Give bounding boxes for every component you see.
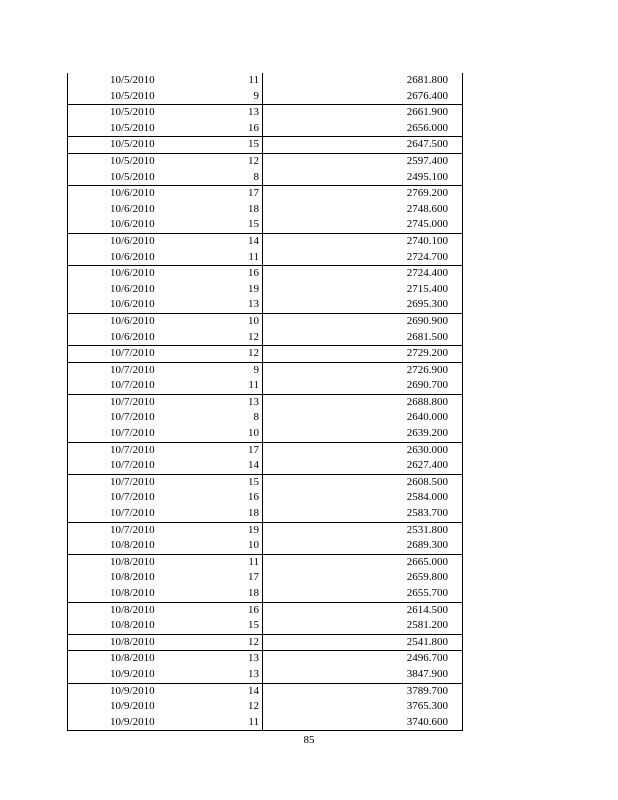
hour-value: 9 [253,363,259,376]
measurement-value: 2665.000 [263,554,463,570]
table-row [68,651,463,667]
date-hour-cell [68,378,263,394]
hour-value: 16 [248,267,259,280]
measurement-value: 2729.200 [263,346,463,363]
date-value: 10/9/2010 [110,715,155,728]
date-hour-cell [68,634,263,651]
table-row [68,378,463,394]
date-hour-cell [68,121,263,137]
hour-value: 11 [248,74,259,86]
table-row [68,121,463,137]
table-row [68,667,463,683]
date-value: 10/6/2010 [110,218,155,231]
date-value: 10/6/2010 [110,234,155,247]
hour-value: 16 [248,491,259,504]
table-row [68,346,463,363]
date-hour-cell [68,618,263,634]
hour-value: 10 [248,314,259,327]
measurement-value: 2659.800 [406,571,448,584]
date-hour-cell [68,313,263,329]
date-hour-cell [68,651,263,667]
hour-value: 16 [248,121,259,134]
date-value: 10/5/2010 [110,89,155,102]
date-value: 10/7/2010 [110,395,155,408]
data-table [67,73,463,731]
date-hour-cell [68,699,263,715]
hour-value: 13 [248,667,259,680]
table-row [68,490,463,506]
date-value: 10/9/2010 [110,667,155,680]
hour-value: 8 [253,170,259,183]
date-hour-cell [68,186,263,202]
table-row [68,538,463,554]
date-hour-cell [68,554,263,570]
date-hour-cell [68,346,263,363]
date-hour-cell [68,282,263,298]
date-hour-cell [68,217,263,233]
date-hour-cell [68,153,263,169]
hour-value: 15 [248,138,259,151]
measurement-value: 2656.000 [406,121,448,134]
date-value: 10/6/2010 [110,250,155,263]
measurement-value: 2740.100 [263,233,463,249]
date-hour-cell [68,442,263,458]
date-hour-cell [68,297,263,313]
date-value: 10/7/2010 [110,523,155,536]
hour-value: 8 [253,411,259,424]
measurement-value: 2597.400 [263,153,463,169]
hour-value: 19 [248,523,259,536]
date-value: 10/8/2010 [110,652,155,665]
hour-value: 10 [248,427,259,440]
table-row [68,394,463,410]
hour-value: 13 [248,652,259,665]
table-row [68,474,463,490]
table-row [68,426,463,442]
date-hour-cell [68,250,263,266]
hour-value: 17 [248,187,259,200]
measurement-value: 3740.600 [406,715,448,728]
table-row [68,522,463,538]
date-hour-cell [68,683,263,699]
measurement-value: 2724.700 [406,250,448,263]
date-value: 10/7/2010 [110,491,155,504]
table-row [68,715,463,731]
table-row [68,330,463,346]
date-hour-cell [68,474,263,490]
date-value: 10/6/2010 [110,202,155,215]
measurement-value: 3847.900 [406,667,448,680]
table-row [68,683,463,699]
table-row [68,313,463,329]
measurement-value: 2495.100 [406,170,448,183]
date-value: 10/7/2010 [110,411,155,424]
date-value: 10/5/2010 [110,74,155,86]
date-hour-cell [68,538,263,554]
date-value: 10/8/2010 [110,571,155,584]
hour-value: 11 [248,250,259,263]
date-hour-cell [68,202,263,218]
table-row [68,570,463,586]
date-hour-cell [68,394,263,410]
measurement-value: 2695.300 [406,298,448,311]
hour-value: 13 [248,395,259,408]
date-hour-cell [68,105,263,121]
hour-value: 12 [248,635,259,648]
hour-value: 18 [248,587,259,599]
date-value: 10/7/2010 [110,363,155,376]
hour-value: 12 [248,347,259,360]
date-hour-cell [68,73,263,89]
table-row [68,699,463,715]
measurement-value: 2715.400 [406,282,448,295]
table-row [68,297,463,313]
measurement-value: 2496.700 [263,651,463,667]
date-value: 10/7/2010 [110,475,155,488]
hour-value: 15 [248,619,259,632]
date-value: 10/8/2010 [110,555,155,568]
date-hour-cell [68,458,263,474]
measurement-value: 2689.300 [406,539,448,552]
date-hour-cell [68,522,263,538]
measurement-value: 2627.400 [406,459,448,472]
date-hour-cell [68,89,263,105]
date-value: 10/6/2010 [110,282,155,295]
date-hour-cell [68,506,263,522]
date-value: 10/6/2010 [110,314,155,327]
date-value: 10/8/2010 [110,539,155,552]
hour-value: 17 [248,571,259,584]
date-hour-cell [68,570,263,586]
hour-value: 14 [248,684,259,697]
hour-value: 17 [248,443,259,456]
date-value: 10/7/2010 [110,459,155,472]
measurement-value: 2647.500 [263,137,463,154]
date-value: 10/7/2010 [110,427,155,440]
table-row [68,73,463,89]
date-value: 10/6/2010 [110,187,155,200]
table-row [68,602,463,618]
table-row [68,458,463,474]
measurement-value: 2681.800 [406,74,448,86]
measurement-value: 2541.800 [263,634,463,651]
hour-value: 14 [248,459,259,472]
date-value: 10/7/2010 [110,443,155,456]
measurement-value: 2769.200 [263,186,463,202]
page-number: 85 [303,734,315,746]
date-hour-cell [68,410,263,426]
measurement-value: 2531.800 [263,522,463,538]
table-row [68,362,463,378]
table-row [68,233,463,249]
table-row [68,266,463,282]
table-row [68,618,463,634]
date-value: 10/8/2010 [110,587,155,599]
date-hour-cell [68,586,263,602]
date-hour-cell [68,490,263,506]
hour-value: 18 [248,507,259,520]
date-hour-cell [68,330,263,346]
hour-value: 12 [248,330,259,343]
measurement-value: 2726.900 [263,362,463,378]
date-value: 10/9/2010 [110,700,155,713]
date-hour-cell [68,667,263,683]
date-value: 10/7/2010 [110,379,155,392]
table-row [68,105,463,121]
table-row [68,250,463,266]
table-row [68,153,463,169]
date-value: 10/7/2010 [110,507,155,520]
table-row [68,170,463,186]
date-value: 10/5/2010 [110,154,155,167]
table-row [68,634,463,651]
measurement-value: 2655.700 [406,587,448,599]
date-value: 10/8/2010 [110,603,155,616]
hour-value: 9 [253,89,259,102]
table-row [68,410,463,426]
date-hour-cell [68,170,263,186]
hour-value: 15 [248,218,259,231]
date-value: 10/6/2010 [110,267,155,280]
hour-value: 13 [248,106,259,119]
table-row [68,137,463,154]
date-value: 10/9/2010 [110,684,155,697]
date-hour-cell [68,266,263,282]
measurement-value: 2690.700 [406,379,448,392]
date-hour-cell [68,362,263,378]
hour-value: 11 [248,555,259,568]
measurement-value: 2630.000 [263,442,463,458]
measurement-value: 2745.000 [406,218,448,231]
measurement-value: 2688.800 [263,394,463,410]
measurement-value: 3765.300 [406,700,448,713]
date-value: 10/7/2010 [110,347,155,360]
hour-value: 11 [248,379,259,392]
date-hour-cell [68,715,263,731]
hour-value: 13 [248,298,259,311]
hour-value: 16 [248,603,259,616]
table-row [68,442,463,458]
hour-value: 19 [248,282,259,295]
measurement-value: 2681.500 [406,330,448,343]
measurement-value: 2584.000 [406,491,448,504]
date-value: 10/8/2010 [110,619,155,632]
hour-value: 11 [248,715,259,728]
measurement-value: 2581.200 [406,619,448,632]
measurement-value: 2614.500 [263,602,463,618]
measurement-value: 2724.400 [263,266,463,282]
date-value: 10/5/2010 [110,170,155,183]
hour-value: 12 [248,700,259,713]
measurement-value: 2676.400 [406,89,448,102]
measurement-value: 2661.900 [263,105,463,121]
measurement-value: 2583.700 [406,507,448,520]
table-row [68,282,463,298]
measurement-value: 2748.600 [406,202,448,215]
table-row [68,89,463,105]
hour-value: 14 [248,234,259,247]
table-row [68,217,463,233]
date-hour-cell [68,233,263,249]
measurement-value: 2690.900 [263,313,463,329]
measurement-value: 2639.200 [406,427,448,440]
date-value: 10/6/2010 [110,298,155,311]
date-hour-cell [68,426,263,442]
hour-value: 18 [248,202,259,215]
date-value: 10/5/2010 [110,121,155,134]
table-row [68,506,463,522]
table-row [68,202,463,218]
date-hour-cell [68,137,263,154]
table-row [68,186,463,202]
measurement-value: 3789.700 [263,683,463,699]
table-body [68,73,463,731]
table-row [68,554,463,570]
date-hour-cell [68,602,263,618]
date-value: 10/5/2010 [110,138,155,151]
date-value: 10/8/2010 [110,635,155,648]
date-value: 10/6/2010 [110,330,155,343]
hour-value: 12 [248,154,259,167]
date-value: 10/5/2010 [110,106,155,119]
measurement-value: 2608.500 [263,474,463,490]
hour-value: 15 [248,475,259,488]
measurement-value: 2640.000 [406,411,448,424]
table-row [68,586,463,602]
hour-value: 10 [248,539,259,552]
